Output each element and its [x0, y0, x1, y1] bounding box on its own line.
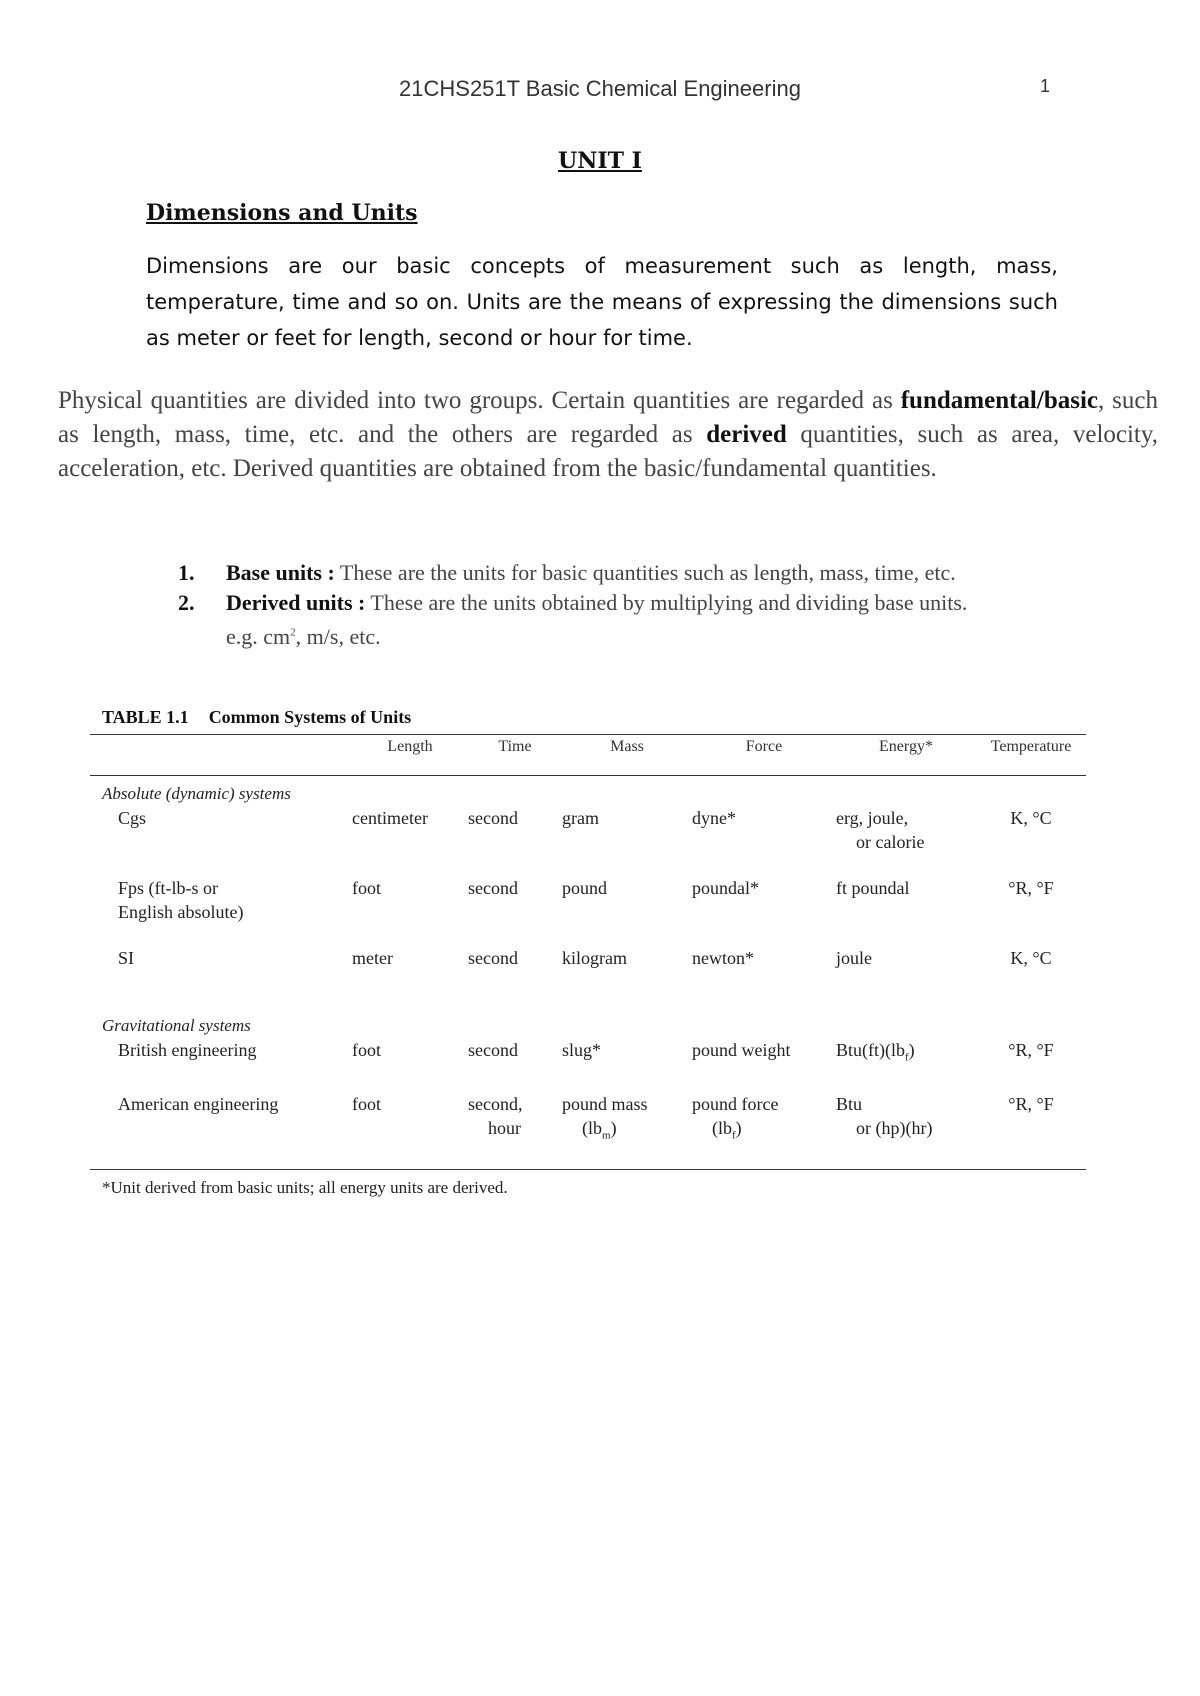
cell-temperature: °R, °F: [1008, 1040, 1054, 1060]
list-item-base-units: [178, 558, 1118, 588]
cell-mass: kilogram: [562, 948, 627, 968]
cell-energy: $Btu(ft)(lb_f)$: [836, 1040, 915, 1064]
row-label-american: American engineering: [118, 1093, 279, 1114]
cell-force: poundal*: [692, 878, 759, 898]
term-derived: derived: [706, 421, 787, 448]
list-number: 2.: [178, 590, 195, 615]
running-header: 21CHS251T Basic Chemical Engineering: [399, 76, 801, 101]
list-example: e.g. $cm^2$, m/s, etc.: [226, 624, 381, 650]
list-term: Derived units :: [226, 590, 366, 615]
cell-temperature: °R, °F: [1008, 878, 1054, 898]
cell-time: second: [468, 948, 518, 968]
cell-force: dyne*: [692, 808, 736, 828]
table-bottom-rule: [90, 1169, 1086, 1170]
cell-force: newton*: [692, 948, 754, 968]
cell-length: foot: [352, 1093, 381, 1114]
cell-temperature: °R, °F: [1008, 1093, 1054, 1114]
cell-mass: pound mass $(lb_m)$: [562, 1093, 648, 1142]
cell-force: pound force $(lb_f)$: [692, 1093, 779, 1142]
cell-mass: pound: [562, 878, 607, 898]
cell-length: meter: [352, 948, 393, 968]
physical-text-1: Physical quantities are divided into two groups. Certain quantities are regarded as: [58, 387, 901, 414]
cell-time: second: [468, 1040, 518, 1060]
term-fundamental: fundamental/basic: [900, 387, 1098, 414]
cell-force: pound weight: [692, 1040, 791, 1060]
cell-energy: joule: [836, 948, 872, 968]
group-label-gravitational: Gravitational systems: [102, 1016, 251, 1035]
row-label-fps: Fps (ft-lb-s or English absolute): [118, 878, 244, 922]
physical-quantities-paragraph: [58, 384, 1158, 486]
cell-mass: gram: [562, 808, 599, 828]
physical-text-3: quantities, such as area, velocity, acceleration, etc. Derived quantities are obtained from the basic/fundamental quantities.: [58, 421, 1159, 482]
cell-energy: ft poundal: [836, 878, 910, 898]
unit-title: UNIT I: [558, 148, 642, 174]
row-label-si: SI: [118, 948, 135, 968]
cell-length: foot: [352, 1040, 381, 1060]
page-number: 1: [1040, 76, 1051, 96]
section-title: Dimensions and Units: [146, 200, 418, 226]
cell-length: centimeter: [352, 808, 428, 828]
table-body: [90, 776, 1086, 1169]
column-header: Length: [387, 738, 433, 755]
table-caption: [102, 700, 1086, 734]
cell-temperature: K, °C: [1010, 948, 1052, 968]
list-term: Base units :: [226, 560, 335, 585]
list-text: These are the units obtained by multiplying and dividing base units.: [365, 590, 968, 615]
intro-paragraph: Dimensions are our basic concepts of measurement such as length, mass, temperature, time and so on. Units are the means of expressing the dimensions such as meter or feet for length, second or hour for time.: [146, 254, 1058, 350]
column-header: Time: [498, 738, 532, 755]
table-footnote: *Unit derived from basic units; all energy units are derived.: [102, 1178, 508, 1198]
column-header: Energy*: [879, 738, 933, 755]
column-header: Force: [745, 738, 783, 755]
list-number: 1.: [178, 560, 195, 585]
cell-energy: Btu or (hp)(hr): [836, 1093, 933, 1138]
unit-types-list: [178, 558, 1118, 652]
column-header: Mass: [610, 738, 644, 755]
cell-temperature: K, °C: [1010, 808, 1052, 828]
list-item-derived-units: [178, 588, 1118, 652]
cell-time: second: [468, 878, 518, 898]
cell-length: foot: [352, 878, 381, 898]
table-header-row: [90, 735, 1086, 775]
units-table: [90, 700, 1086, 1198]
table-title: Common Systems of Units: [208, 707, 412, 727]
physical-text-2: , such as length, mass, time, etc. and the others are regarded as: [58, 387, 1158, 448]
cell-time: second, hour: [468, 1093, 523, 1138]
cell-time: second: [468, 808, 518, 828]
column-header: Temperature: [990, 738, 1072, 755]
group-label-absolute: Absolute (dynamic) systems: [102, 784, 291, 803]
row-label-cgs: Cgs: [118, 808, 147, 828]
list-text: These are the units for basic quantities such as length, mass, time, etc.: [334, 560, 956, 585]
row-label-british: British engineering: [118, 1040, 257, 1060]
table-number: TABLE 1.1: [102, 707, 189, 727]
cell-mass: slug*: [562, 1040, 602, 1060]
cell-energy: erg, joule, or calorie: [836, 808, 925, 852]
